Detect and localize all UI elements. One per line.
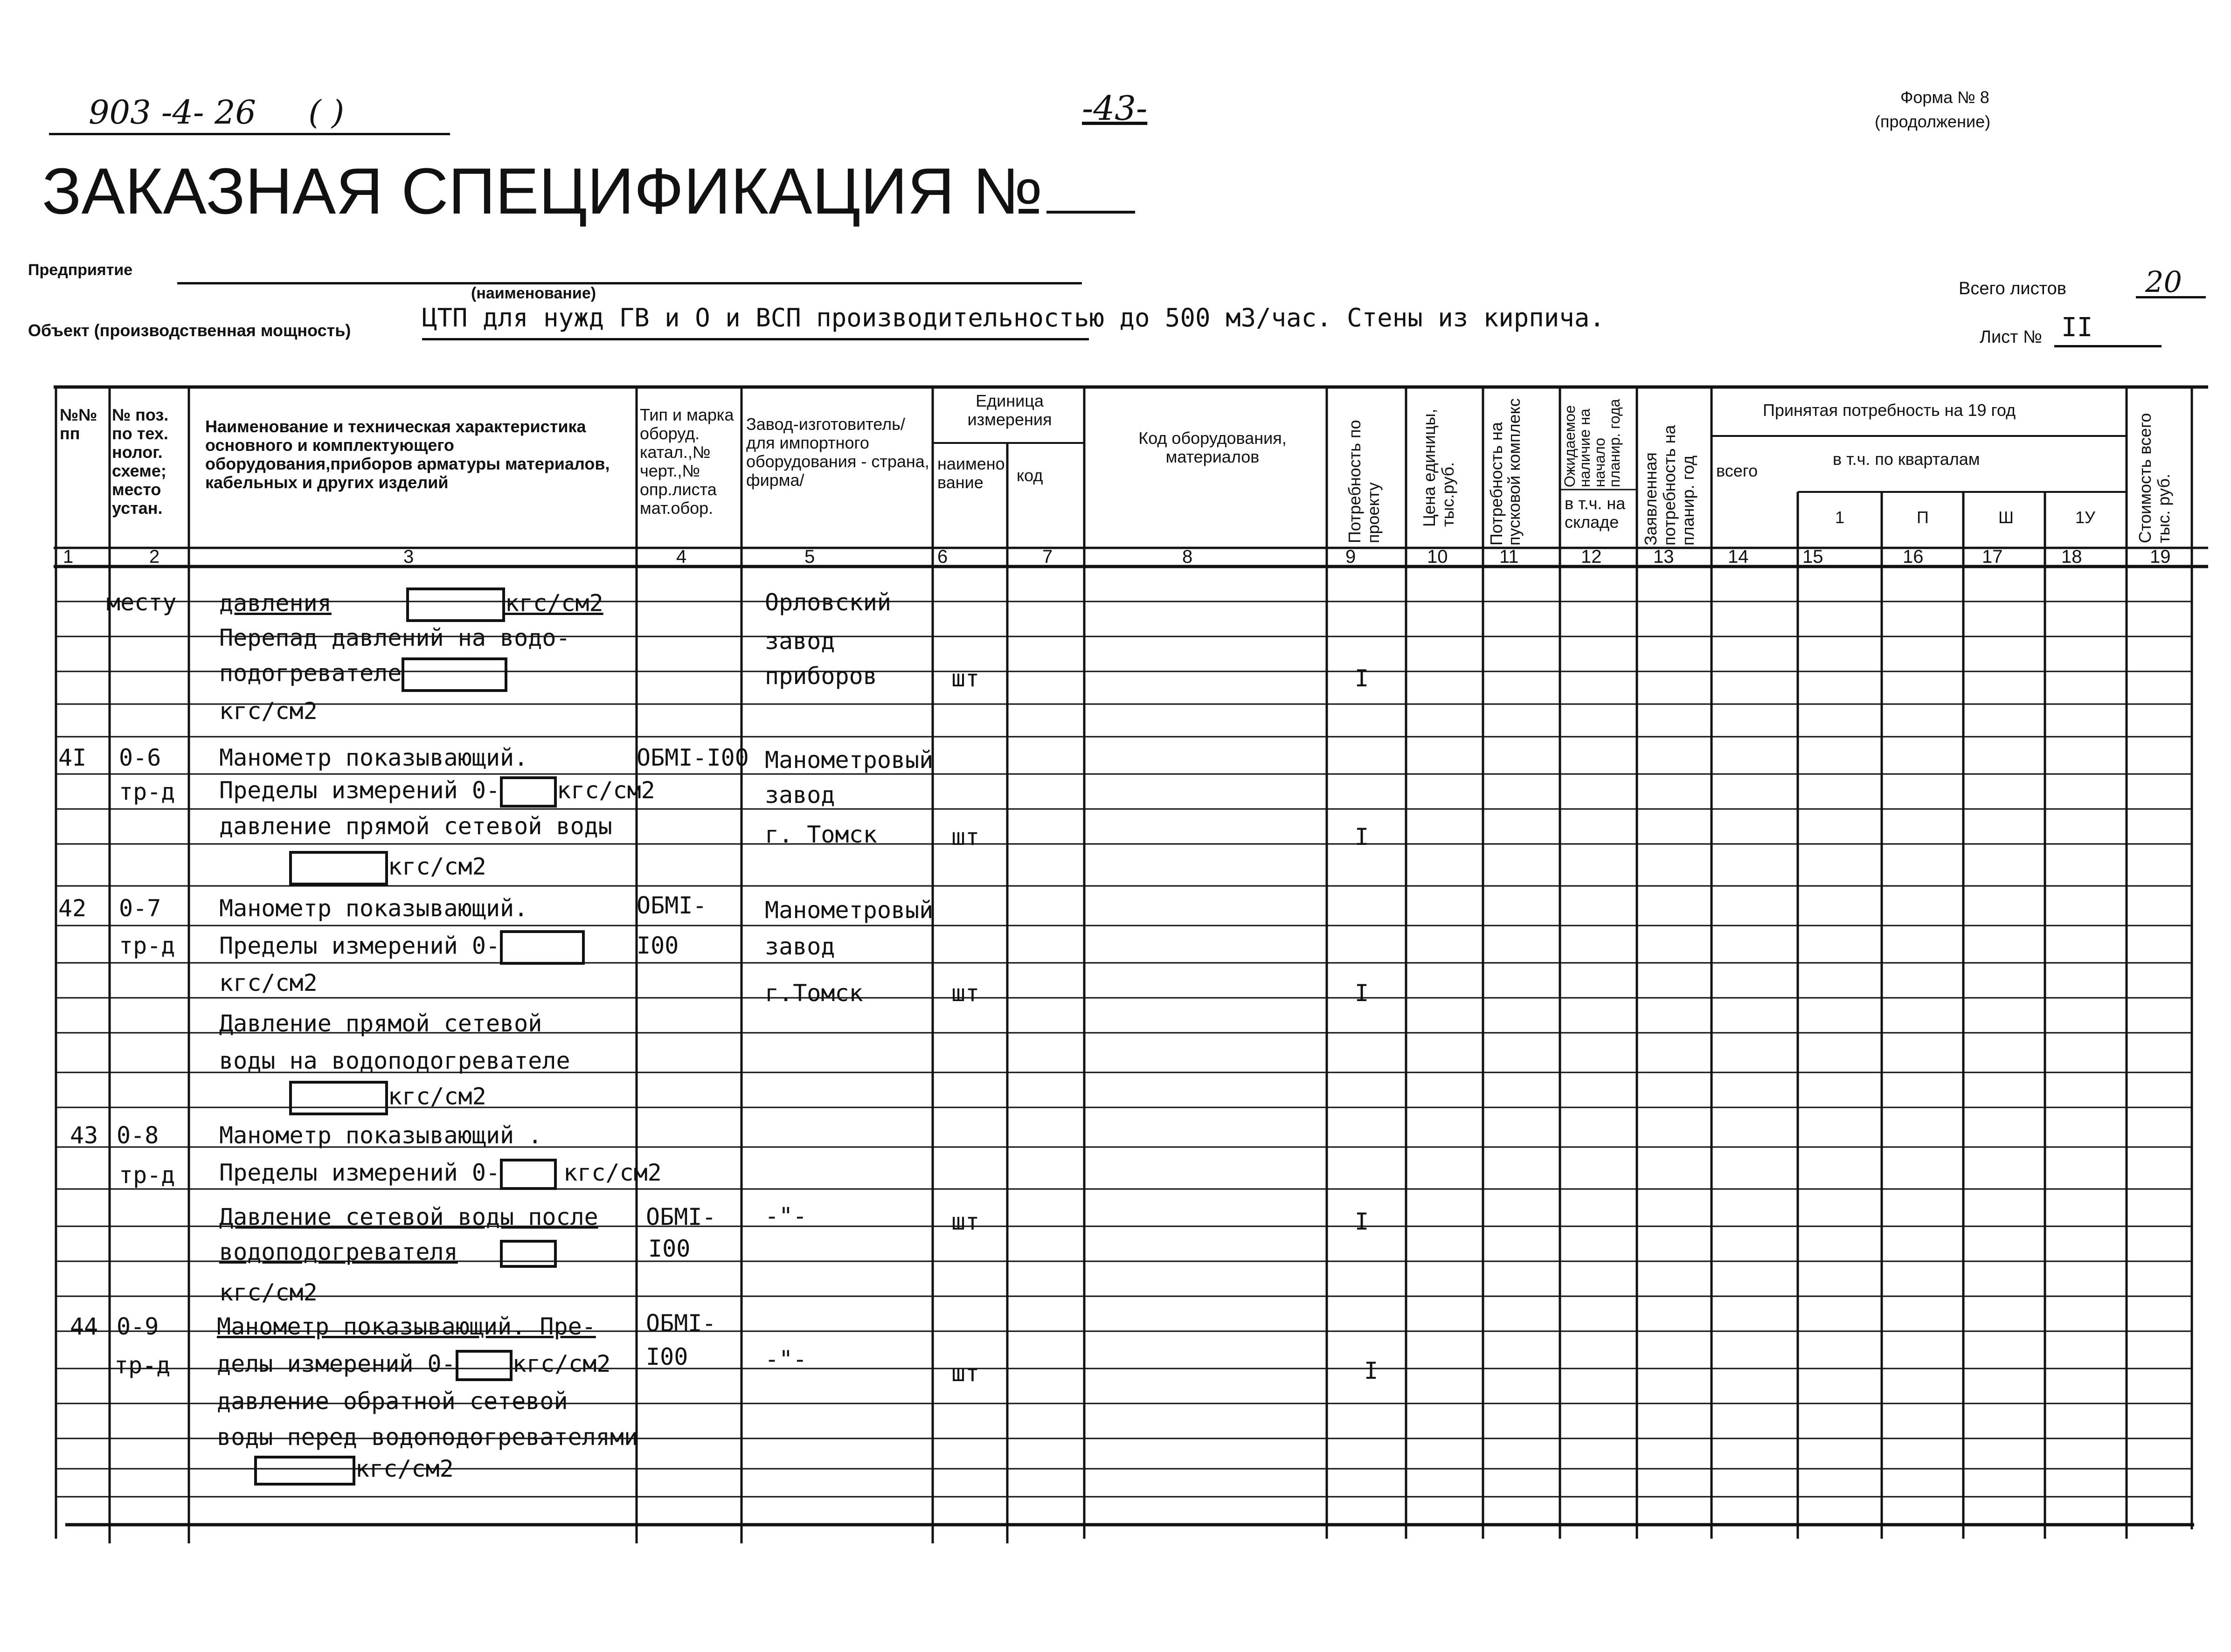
row-name-suffix: кгс/см2 [563,1159,662,1186]
row-name: кгс/см2 [219,698,318,725]
row-type: ОБМI- [646,1203,716,1230]
row-pos: 0-6 [119,744,161,771]
row-name-suffix: кгс/см2 [512,1350,611,1377]
row-name [219,1238,557,1268]
form-continued: (продолжение) [1875,112,1991,131]
form-label: Форма № 8 [1900,88,1989,107]
row-name: Манометр показывающий . [219,1122,542,1149]
blank-field-box [456,1350,513,1381]
col-10-header: Цена единицы, тыс.руб. [1420,408,1457,527]
col-2-header: № поз. по тех. нолог. схеме; место устан. [112,405,169,518]
col-19-header: Стоимость всего тыс. руб. [2135,413,2173,543]
row-pos: 0-8 [117,1122,159,1149]
row-name-suffix: кгс/см2 [388,853,486,880]
row-pos: 0-9 [117,1313,159,1340]
row-unit: шт [951,1360,980,1387]
row-pos: тр-д [119,932,175,959]
row-name [219,588,603,622]
col-number-4: 4 [676,546,687,567]
col-number-18: 18 [2061,546,2082,567]
row-number: 44 [70,1313,98,1340]
q4-header: 1У [2075,508,2095,527]
col-number-3: 3 [403,546,414,567]
blank-field-box [500,930,585,965]
row-maker: Орловский [765,589,891,616]
row-maker: приборов [765,663,877,690]
row-qty: I [1355,1208,1369,1235]
col-11-header: Потребность на пусковой комплекс [1487,398,1524,546]
row-type: I00 [646,1343,688,1370]
page-number: -43- [1082,89,1148,128]
row-name: Давление сетевой воды после [219,1203,598,1230]
row-maker: Манометровый [765,747,934,774]
row-maker: Манометровый [765,897,934,924]
row-name: Давление прямой сетевой [219,1010,542,1037]
row-pos: тр-д [119,778,175,805]
col-number-6: 6 [937,546,948,567]
row-qty: I [1355,823,1369,850]
blank-field-box [402,657,507,692]
col-4-header: Тип и марка оборуд. катал.,№ черт.,№ опр.листа мат.обор. [640,405,734,518]
col-number-1: 1 [63,546,74,567]
object-label: Объект (производственная мощность) [28,321,351,340]
enterprise-label: Предприятие [28,261,133,279]
row-number: 43 [70,1122,98,1149]
object-value: ЦТП для нужд ГВ и О и ВСП производительностью до 500 м3/час. Стены из кирпича. [422,303,1605,332]
row-pos: тр-д [114,1352,171,1379]
document-code-number: 903 -4- 26 [89,93,256,131]
page-title-text: ЗАКАЗНАЯ СПЕЦИФИКАЦИЯ № [42,154,1043,228]
col-5-header: Завод-изготовитель/для импортного оборудования - страна, фирма/ [746,415,929,490]
row-number: 4I [58,744,87,771]
row-maker: завод [765,628,835,655]
row-type: I00 [637,932,679,959]
col-12a-header: Ожидаемое наличие на начало планир. года [1561,399,1623,487]
blank-field-box [254,1456,355,1486]
col-number-7: 7 [1042,546,1053,567]
row-name [254,1455,454,1486]
row-unit: шт [951,665,980,692]
row-name: воды на водоподогревателе [219,1047,570,1074]
row-name-suffix: кгс/см2 [505,589,603,617]
row-type: ОБМI- [637,892,707,919]
col-number-12: 12 [1581,546,1602,567]
row-name: Перепад давлений на водо- [219,624,570,651]
sheet-label: Лист № [1980,327,2042,347]
row-pos: 0-7 [119,895,161,922]
col-number-11: 11 [1499,546,1519,567]
row-maker: завод [765,933,835,960]
sheet-value: II [2061,312,2093,343]
blank-field-box [289,851,388,885]
row-unit: шт [951,1208,980,1235]
row-unit: шт [951,823,980,850]
row-qty: I [1364,1357,1379,1384]
row-maker: г.Томск [765,980,863,1007]
row-name-text: водоподогревателя [219,1238,458,1265]
row-number: 42 [58,895,87,922]
row-type: I00 [648,1235,691,1262]
q2-header: П [1917,508,1929,527]
blank-field-box [406,588,505,622]
col-number-5: 5 [804,546,815,567]
col-number-2: 2 [149,546,160,567]
row-name: кгс/см2 [219,969,318,996]
row-name [289,851,486,885]
row-name-suffix: кгс/см2 [388,1083,486,1110]
row-maker: г. Томск [765,821,877,848]
q1-header: 1 [1835,508,1845,527]
row-name-suffix: кгс/см2 [557,777,655,804]
quarters-header: в т.ч. по кварталам [1833,449,1980,469]
row-name-text: Пределы измерений 0- [219,777,500,804]
total-sheets-value: 20 [2145,265,2182,299]
row-name-text: подогревателе [219,659,402,687]
col-14-header: всего [1716,461,1758,480]
col-7-header: код [1017,466,1043,485]
col-number-13: 13 [1653,546,1674,567]
row-name: Манометр показывающий. Пре- [217,1313,596,1340]
row-name-text: Пределы измерений 0- [219,1159,500,1186]
col-number-19: 19 [2150,546,2171,567]
row-name [219,930,585,965]
unit-header: Единица измерения [967,391,1052,429]
col-number-17: 17 [1982,546,2003,567]
row-name: Манометр показывающий. [219,895,528,922]
row-pos: тр-д [119,1161,175,1189]
row-unit: шт [951,980,980,1007]
row-name [219,776,655,808]
col-number-14: 14 [1728,546,1749,567]
row-name-text: делы измерений 0- [217,1350,456,1377]
col-9-header: Потребность по проекту [1345,420,1383,543]
row-type: ОБМI- [646,1310,716,1337]
col-8-header: Код оборудования, материалов [1138,429,1287,466]
row-name: давление прямой сетевой воды [219,813,612,840]
row-qty: I [1355,980,1369,1007]
col-number-10: 10 [1427,546,1448,567]
row-name-text: Пределы измерений 0- [219,932,500,960]
col-6-header: наименование [937,454,1005,492]
col-number-9: 9 [1345,546,1356,567]
blank-field-box [500,776,557,808]
col-1-header: №№ пп [60,405,97,443]
row-type: ОБМI-I00 [637,744,749,771]
row-name [289,1081,486,1115]
row-name: Манометр показывающий. [219,744,528,771]
col-13-header: Заявленная потребность на планир. год [1641,425,1698,546]
row-name-text: давления [219,589,332,617]
row-maker: завод [765,781,835,809]
row-name [219,657,507,692]
row-qty: I [1355,665,1369,692]
name-label: (наименование) [471,284,596,302]
col-3-header: Наименование и техническая характеристика основного и комплектующего оборудования,приборов арматуры материалов, кабельных и других изделий [205,417,610,492]
row-name: давление обратной сетевой [217,1388,568,1415]
row-maker: -"- [765,1346,807,1373]
row-pos: месту [106,589,177,616]
accepted-header: Принятая потребность на 19 год [1763,401,2016,420]
col-number-8: 8 [1182,546,1193,567]
row-name [217,1350,610,1381]
q3-header: Ш [1998,508,2014,527]
col-number-16: 16 [1903,546,1924,567]
blank-field-box [500,1159,557,1190]
document-code-paren: ( ) [308,93,345,131]
col-number-15: 15 [1802,546,1823,567]
row-name: кгс/см2 [219,1279,318,1306]
total-sheets-label: Всего листов [1959,279,2066,298]
row-name [219,1159,662,1190]
col-12b-header: в т.ч. на складе [1565,494,1626,532]
row-name-suffix: кгс/см2 [355,1455,454,1482]
row-maker: -"- [765,1203,807,1230]
row-name: воды перед водоподогревателями [217,1424,638,1451]
blank-field-box [500,1240,557,1268]
blank-field-box [289,1081,388,1115]
